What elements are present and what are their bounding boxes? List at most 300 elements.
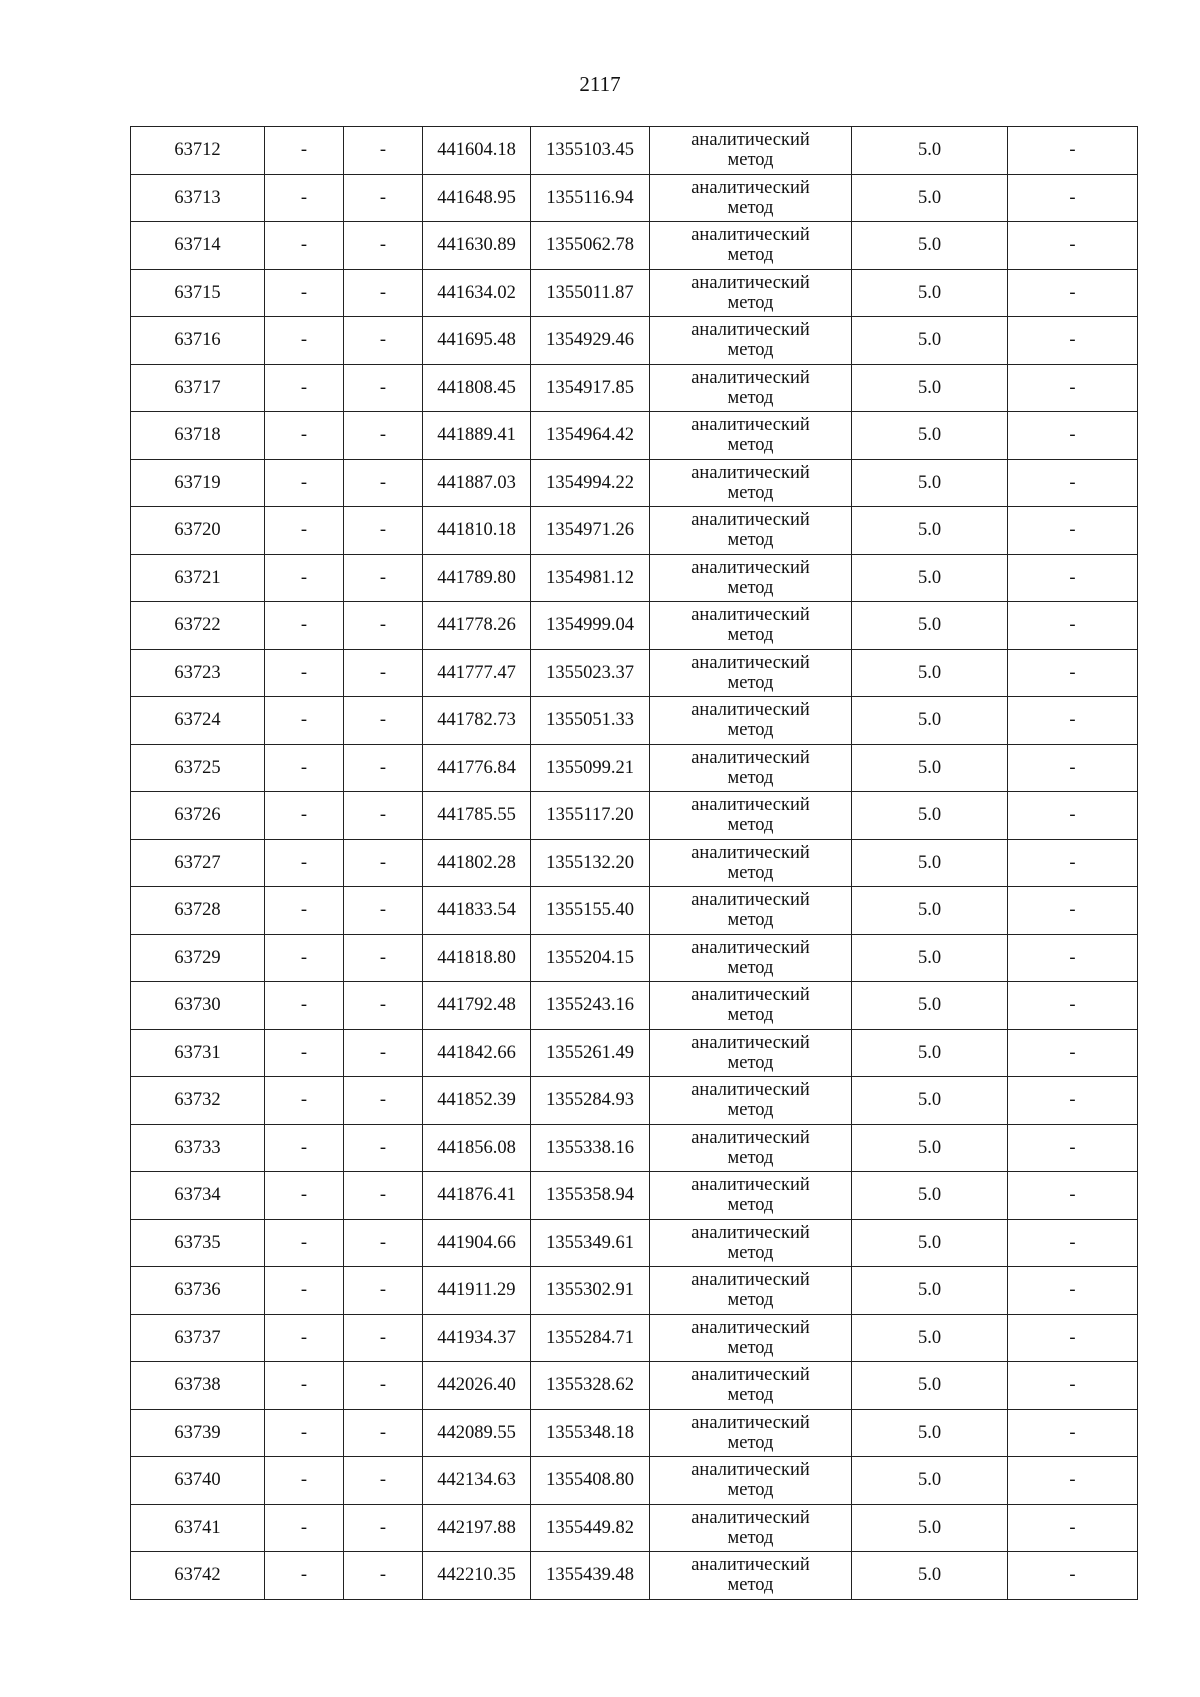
empty-cell: - [344, 1314, 423, 1362]
accuracy-cell: 5.0 [852, 1172, 1008, 1220]
note-cell: - [1008, 412, 1138, 460]
table-row [131, 649, 1138, 697]
method-line-2: метод [727, 1147, 774, 1168]
method-line-1: аналитический [691, 510, 810, 531]
x-coordinate-cell: 441789.80 [423, 554, 531, 602]
method-cell [650, 1314, 852, 1362]
method-line-2: метод [727, 292, 774, 313]
method-line-1: аналитический [691, 1317, 810, 1338]
y-coordinate-cell: 1355116.94 [531, 174, 650, 222]
method-cell [650, 317, 852, 365]
empty-cell: - [265, 934, 344, 982]
point-id-cell: 63741 [131, 1504, 265, 1552]
empty-cell: - [265, 222, 344, 270]
x-coordinate-cell: 441648.95 [423, 174, 531, 222]
method-line-1: аналитический [691, 415, 810, 436]
method-line-2: метод [727, 387, 774, 408]
method-cell [650, 269, 852, 317]
accuracy-cell: 5.0 [852, 1552, 1008, 1600]
table-row [131, 839, 1138, 887]
method-cell [650, 554, 852, 602]
y-coordinate-cell: 1355284.71 [531, 1314, 650, 1362]
method-line-1: аналитический [691, 1555, 810, 1576]
method-cell [650, 222, 852, 270]
table-row [131, 1552, 1138, 1600]
empty-cell: - [344, 602, 423, 650]
empty-cell: - [265, 554, 344, 602]
method-line-2: метод [727, 957, 774, 978]
method-cell [650, 1124, 852, 1172]
accuracy-cell: 5.0 [852, 1314, 1008, 1362]
method-cell [650, 649, 852, 697]
method-line-2: метод [727, 1527, 774, 1548]
note-cell: - [1008, 127, 1138, 175]
empty-cell: - [265, 1457, 344, 1505]
accuracy-cell: 5.0 [852, 1267, 1008, 1315]
table-row [131, 1362, 1138, 1410]
method-line-2: метод [727, 1290, 774, 1311]
accuracy-cell: 5.0 [852, 887, 1008, 935]
accuracy-cell: 5.0 [852, 1219, 1008, 1267]
accuracy-cell: 5.0 [852, 1077, 1008, 1125]
method-line-1: аналитический [691, 1412, 810, 1433]
method-line-1: аналитический [691, 605, 810, 626]
y-coordinate-cell: 1354981.12 [531, 554, 650, 602]
table-body [131, 127, 1138, 1600]
table-row [131, 222, 1138, 270]
note-cell: - [1008, 317, 1138, 365]
x-coordinate-cell: 441792.48 [423, 982, 531, 1030]
note-cell: - [1008, 269, 1138, 317]
empty-cell: - [265, 364, 344, 412]
empty-cell: - [265, 1362, 344, 1410]
note-cell: - [1008, 1504, 1138, 1552]
y-coordinate-cell: 1355011.87 [531, 269, 650, 317]
method-cell [650, 744, 852, 792]
table-row [131, 1409, 1138, 1457]
method-line-1: аналитический [691, 1175, 810, 1196]
empty-cell: - [265, 744, 344, 792]
x-coordinate-cell: 442089.55 [423, 1409, 531, 1457]
x-coordinate-cell: 441695.48 [423, 317, 531, 365]
y-coordinate-cell: 1354964.42 [531, 412, 650, 460]
note-cell: - [1008, 554, 1138, 602]
note-cell: - [1008, 1124, 1138, 1172]
accuracy-cell: 5.0 [852, 697, 1008, 745]
method-line-2: метод [727, 1242, 774, 1263]
x-coordinate-cell: 441810.18 [423, 507, 531, 555]
empty-cell: - [265, 1552, 344, 1600]
x-coordinate-cell: 441776.84 [423, 744, 531, 792]
method-line-1: аналитический [691, 272, 810, 293]
note-cell: - [1008, 1172, 1138, 1220]
y-coordinate-cell: 1355204.15 [531, 934, 650, 982]
method-line-1: аналитический [691, 1032, 810, 1053]
note-cell: - [1008, 222, 1138, 270]
y-coordinate-cell: 1355117.20 [531, 792, 650, 840]
table-row [131, 602, 1138, 650]
method-line-1: аналитический [691, 1507, 810, 1528]
point-id-cell: 63718 [131, 412, 265, 460]
note-cell: - [1008, 839, 1138, 887]
note-cell: - [1008, 1552, 1138, 1600]
empty-cell: - [265, 1172, 344, 1220]
method-line-1: аналитический [691, 462, 810, 483]
method-cell [650, 934, 852, 982]
empty-cell: - [265, 317, 344, 365]
method-line-2: метод [727, 340, 774, 361]
method-cell [650, 887, 852, 935]
accuracy-cell: 5.0 [852, 174, 1008, 222]
method-cell [650, 459, 852, 507]
method-line-2: метод [727, 1100, 774, 1121]
note-cell: - [1008, 649, 1138, 697]
point-id-cell: 63732 [131, 1077, 265, 1125]
method-line-2: метод [727, 815, 774, 836]
table-row [131, 1457, 1138, 1505]
y-coordinate-cell: 1354929.46 [531, 317, 650, 365]
point-id-cell: 63730 [131, 982, 265, 1030]
note-cell: - [1008, 174, 1138, 222]
table-row [131, 317, 1138, 365]
accuracy-cell: 5.0 [852, 602, 1008, 650]
accuracy-cell: 5.0 [852, 459, 1008, 507]
x-coordinate-cell: 441785.55 [423, 792, 531, 840]
method-line-1: аналитический [691, 937, 810, 958]
point-id-cell: 63727 [131, 839, 265, 887]
empty-cell: - [265, 127, 344, 175]
y-coordinate-cell: 1355103.45 [531, 127, 650, 175]
point-id-cell: 63715 [131, 269, 265, 317]
note-cell: - [1008, 1219, 1138, 1267]
method-line-2: метод [727, 862, 774, 883]
y-coordinate-cell: 1355243.16 [531, 982, 650, 1030]
method-line-1: аналитический [691, 1270, 810, 1291]
method-line-1: аналитический [691, 747, 810, 768]
table-row [131, 934, 1138, 982]
empty-cell: - [344, 269, 423, 317]
method-cell [650, 1029, 852, 1077]
note-cell: - [1008, 1267, 1138, 1315]
table-row [131, 1172, 1138, 1220]
accuracy-cell: 5.0 [852, 364, 1008, 412]
y-coordinate-cell: 1355408.80 [531, 1457, 650, 1505]
empty-cell: - [344, 839, 423, 887]
y-coordinate-cell: 1355051.33 [531, 697, 650, 745]
empty-cell: - [344, 1077, 423, 1125]
empty-cell: - [265, 1029, 344, 1077]
accuracy-cell: 5.0 [852, 982, 1008, 1030]
note-cell: - [1008, 1457, 1138, 1505]
method-cell [650, 1219, 852, 1267]
table-row [131, 554, 1138, 602]
empty-cell: - [344, 507, 423, 555]
accuracy-cell: 5.0 [852, 222, 1008, 270]
empty-cell: - [344, 1504, 423, 1552]
y-coordinate-cell: 1354917.85 [531, 364, 650, 412]
x-coordinate-cell: 441777.47 [423, 649, 531, 697]
table-row [131, 1267, 1138, 1315]
method-line-1: аналитический [691, 320, 810, 341]
point-id-cell: 63714 [131, 222, 265, 270]
accuracy-cell: 5.0 [852, 1124, 1008, 1172]
method-cell [650, 792, 852, 840]
method-cell [650, 602, 852, 650]
table-row [131, 127, 1138, 175]
point-id-cell: 63720 [131, 507, 265, 555]
method-cell [650, 1504, 852, 1552]
empty-cell: - [265, 792, 344, 840]
method-cell [650, 174, 852, 222]
x-coordinate-cell: 441802.28 [423, 839, 531, 887]
table-row [131, 887, 1138, 935]
point-id-cell: 63733 [131, 1124, 265, 1172]
coordinates-table [130, 126, 1138, 1600]
table-row [131, 507, 1138, 555]
note-cell: - [1008, 697, 1138, 745]
empty-cell: - [265, 412, 344, 460]
x-coordinate-cell: 441808.45 [423, 364, 531, 412]
table-row [131, 697, 1138, 745]
x-coordinate-cell: 441904.66 [423, 1219, 531, 1267]
y-coordinate-cell: 1355302.91 [531, 1267, 650, 1315]
method-cell [650, 1457, 852, 1505]
y-coordinate-cell: 1355023.37 [531, 649, 650, 697]
accuracy-cell: 5.0 [852, 1362, 1008, 1410]
table-row [131, 744, 1138, 792]
method-line-1: аналитический [691, 1222, 810, 1243]
accuracy-cell: 5.0 [852, 269, 1008, 317]
y-coordinate-cell: 1355338.16 [531, 1124, 650, 1172]
empty-cell: - [344, 554, 423, 602]
empty-cell: - [265, 269, 344, 317]
empty-cell: - [344, 1219, 423, 1267]
x-coordinate-cell: 441842.66 [423, 1029, 531, 1077]
point-id-cell: 63726 [131, 792, 265, 840]
accuracy-cell: 5.0 [852, 1409, 1008, 1457]
method-line-2: метод [727, 1005, 774, 1026]
point-id-cell: 63739 [131, 1409, 265, 1457]
method-cell [650, 1362, 852, 1410]
x-coordinate-cell: 442026.40 [423, 1362, 531, 1410]
accuracy-cell: 5.0 [852, 1457, 1008, 1505]
accuracy-cell: 5.0 [852, 744, 1008, 792]
note-cell: - [1008, 1077, 1138, 1125]
method-line-1: аналитический [691, 842, 810, 863]
empty-cell: - [265, 174, 344, 222]
point-id-cell: 63731 [131, 1029, 265, 1077]
x-coordinate-cell: 441833.54 [423, 887, 531, 935]
empty-cell: - [265, 1267, 344, 1315]
y-coordinate-cell: 1355439.48 [531, 1552, 650, 1600]
point-id-cell: 63737 [131, 1314, 265, 1362]
method-line-2: метод [727, 1052, 774, 1073]
table-row [131, 174, 1138, 222]
table-row [131, 1124, 1138, 1172]
empty-cell: - [344, 982, 423, 1030]
empty-cell: - [344, 1172, 423, 1220]
method-line-1: аналитический [691, 557, 810, 578]
method-cell [650, 1552, 852, 1600]
point-id-cell: 63729 [131, 934, 265, 982]
y-coordinate-cell: 1355062.78 [531, 222, 650, 270]
method-line-2: метод [727, 1480, 774, 1501]
method-line-2: метод [727, 530, 774, 551]
note-cell: - [1008, 1029, 1138, 1077]
x-coordinate-cell: 441630.89 [423, 222, 531, 270]
method-line-2: метод [727, 1432, 774, 1453]
method-line-2: метод [727, 435, 774, 456]
x-coordinate-cell: 442134.63 [423, 1457, 531, 1505]
method-line-1: аналитический [691, 130, 810, 151]
y-coordinate-cell: 1355328.62 [531, 1362, 650, 1410]
method-line-2: метод [727, 767, 774, 788]
method-line-2: метод [727, 577, 774, 598]
method-line-2: метод [727, 625, 774, 646]
note-cell: - [1008, 744, 1138, 792]
empty-cell: - [344, 934, 423, 982]
x-coordinate-cell: 441604.18 [423, 127, 531, 175]
table-row [131, 792, 1138, 840]
point-id-cell: 63712 [131, 127, 265, 175]
note-cell: - [1008, 1409, 1138, 1457]
empty-cell: - [344, 792, 423, 840]
empty-cell: - [344, 1124, 423, 1172]
method-line-2: метод [727, 910, 774, 931]
empty-cell: - [344, 1552, 423, 1600]
method-cell [650, 1409, 852, 1457]
x-coordinate-cell: 441876.41 [423, 1172, 531, 1220]
point-id-cell: 63721 [131, 554, 265, 602]
y-coordinate-cell: 1355099.21 [531, 744, 650, 792]
y-coordinate-cell: 1355132.20 [531, 839, 650, 887]
empty-cell: - [344, 459, 423, 507]
empty-cell: - [265, 649, 344, 697]
table-row [131, 269, 1138, 317]
point-id-cell: 63724 [131, 697, 265, 745]
y-coordinate-cell: 1354999.04 [531, 602, 650, 650]
method-line-1: аналитический [691, 795, 810, 816]
empty-cell: - [344, 744, 423, 792]
method-line-2: метод [727, 672, 774, 693]
x-coordinate-cell: 441856.08 [423, 1124, 531, 1172]
empty-cell: - [344, 1267, 423, 1315]
method-cell [650, 1267, 852, 1315]
x-coordinate-cell: 441911.29 [423, 1267, 531, 1315]
y-coordinate-cell: 1355155.40 [531, 887, 650, 935]
method-line-1: аналитический [691, 1080, 810, 1101]
y-coordinate-cell: 1355284.93 [531, 1077, 650, 1125]
empty-cell: - [265, 507, 344, 555]
method-line-2: метод [727, 150, 774, 171]
table-row [131, 1314, 1138, 1362]
table-row [131, 1504, 1138, 1552]
empty-cell: - [344, 1409, 423, 1457]
point-id-cell: 63735 [131, 1219, 265, 1267]
method-line-2: метод [727, 1337, 774, 1358]
empty-cell: - [344, 649, 423, 697]
empty-cell: - [265, 1124, 344, 1172]
point-id-cell: 63723 [131, 649, 265, 697]
accuracy-cell: 5.0 [852, 649, 1008, 697]
note-cell: - [1008, 982, 1138, 1030]
accuracy-cell: 5.0 [852, 127, 1008, 175]
note-cell: - [1008, 1362, 1138, 1410]
y-coordinate-cell: 1355349.61 [531, 1219, 650, 1267]
table-row [131, 1077, 1138, 1125]
empty-cell: - [344, 174, 423, 222]
point-id-cell: 63738 [131, 1362, 265, 1410]
empty-cell: - [344, 127, 423, 175]
method-cell [650, 507, 852, 555]
point-id-cell: 63719 [131, 459, 265, 507]
table-row [131, 364, 1138, 412]
empty-cell: - [265, 1314, 344, 1362]
x-coordinate-cell: 441852.39 [423, 1077, 531, 1125]
note-cell: - [1008, 602, 1138, 650]
method-line-1: аналитический [691, 1365, 810, 1386]
note-cell: - [1008, 507, 1138, 555]
method-line-2: метод [727, 720, 774, 741]
method-cell [650, 364, 852, 412]
method-line-2: метод [727, 245, 774, 266]
method-line-1: аналитический [691, 367, 810, 388]
method-line-2: метод [727, 482, 774, 503]
method-cell [650, 982, 852, 1030]
table-row [131, 1219, 1138, 1267]
empty-cell: - [265, 982, 344, 1030]
method-line-2: метод [727, 1575, 774, 1596]
empty-cell: - [344, 1362, 423, 1410]
accuracy-cell: 5.0 [852, 507, 1008, 555]
method-line-1: аналитический [691, 985, 810, 1006]
method-cell [650, 1077, 852, 1125]
empty-cell: - [344, 317, 423, 365]
accuracy-cell: 5.0 [852, 792, 1008, 840]
x-coordinate-cell: 442197.88 [423, 1504, 531, 1552]
empty-cell: - [344, 412, 423, 460]
empty-cell: - [344, 364, 423, 412]
method-cell [650, 412, 852, 460]
empty-cell: - [265, 839, 344, 887]
point-id-cell: 63717 [131, 364, 265, 412]
method-line-1: аналитический [691, 225, 810, 246]
point-id-cell: 63734 [131, 1172, 265, 1220]
page-number: 2117 [579, 72, 621, 96]
x-coordinate-cell: 441818.80 [423, 934, 531, 982]
table-row [131, 459, 1138, 507]
method-line-1: аналитический [691, 700, 810, 721]
empty-cell: - [265, 1504, 344, 1552]
empty-cell: - [344, 1457, 423, 1505]
y-coordinate-cell: 1354994.22 [531, 459, 650, 507]
empty-cell: - [344, 887, 423, 935]
y-coordinate-cell: 1355449.82 [531, 1504, 650, 1552]
x-coordinate-cell: 441778.26 [423, 602, 531, 650]
method-line-1: аналитический [691, 652, 810, 673]
point-id-cell: 63716 [131, 317, 265, 365]
empty-cell: - [265, 887, 344, 935]
accuracy-cell: 5.0 [852, 412, 1008, 460]
method-cell [650, 1172, 852, 1220]
accuracy-cell: 5.0 [852, 934, 1008, 982]
accuracy-cell: 5.0 [852, 839, 1008, 887]
method-line-1: аналитический [691, 1127, 810, 1148]
accuracy-cell: 5.0 [852, 1029, 1008, 1077]
note-cell: - [1008, 1314, 1138, 1362]
table-row [131, 1029, 1138, 1077]
empty-cell: - [265, 1219, 344, 1267]
